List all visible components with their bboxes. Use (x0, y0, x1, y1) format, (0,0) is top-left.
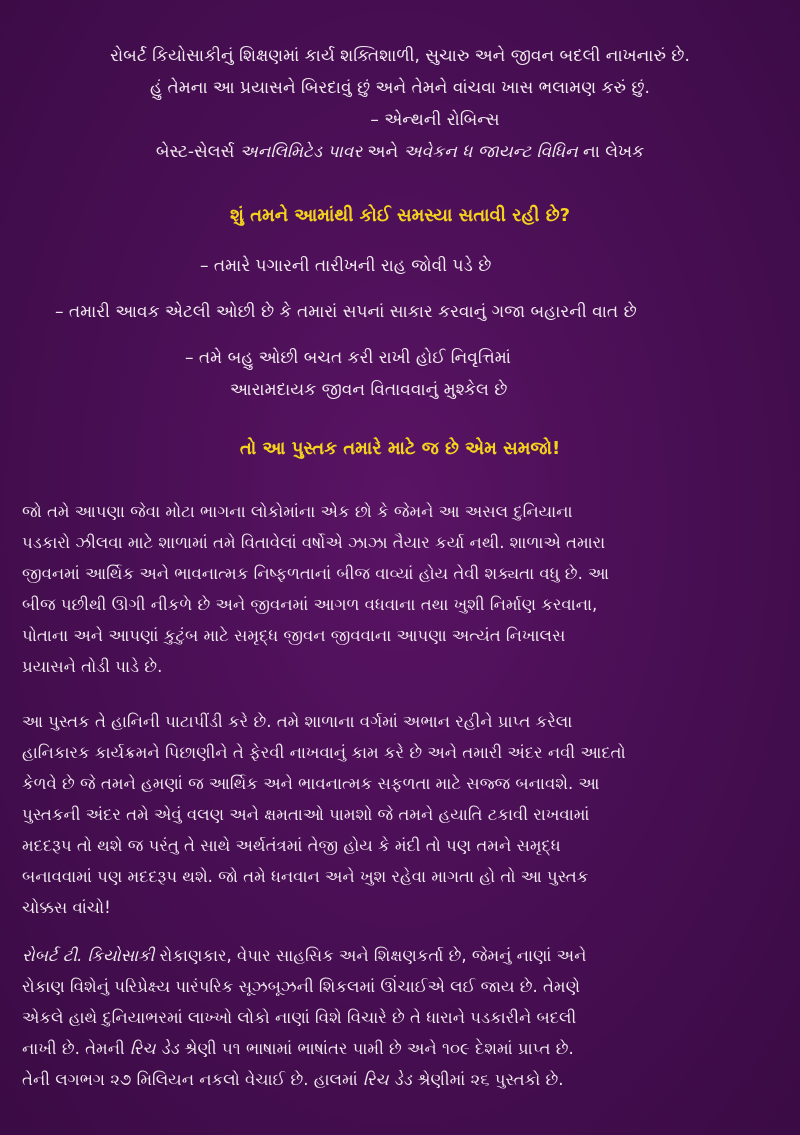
problem-list (0, 250, 800, 406)
series-name: રિચ ડેડ (129, 1039, 179, 1058)
problem-item-1: – તમારે પગારની તારીખની રાહ જોવી પડે છે (200, 256, 492, 276)
paragraph-1-line: પ્રયાસને તોડી પાડે છે. (22, 657, 163, 676)
paragraph-2-line: મદદરૂપ તો થશે જ પરંતુ તે સાથે અર્થતંત્રમાં તેજી હોય કે મંદી તો પણ તમને સમૃદ્ધ (22, 836, 561, 855)
credit-mid: અને (362, 142, 404, 162)
paragraph-1-line: જીવનમાં આર્થિક અને ભાવનાત્મક નિષ્ફળતાનાં બીજ વાવ્યાં હોય તેવી શક્યતા વધુ છે. આ (22, 564, 610, 583)
paragraph-1 (22, 496, 778, 682)
endorsement-line-1: રોબર્ટ કિયોસાકીનું શિક્ષણમાં કાર્ય શક્તિશાળી, સુચારુ અને જીવન બદલી નાખનારું છે. (110, 46, 690, 66)
paragraph-1-line: પોતાના અને આપણાં કુટુંબ માટે સમૃદ્ધ જીવન જીવવાના આપણા અત્યંત નિખાલસ (22, 626, 566, 645)
author-bio-text: શ્રેણી ૫૧ ભાષામાં ભાષાંતર પામી છે અને ૧૦૯ દેશમાં પ્રાપ્ત છે. (178, 1039, 574, 1058)
paragraph-2 (22, 706, 778, 923)
author-bio-line (22, 1033, 778, 1064)
credit-suffix: ના લેખક (577, 142, 645, 162)
paragraph-2-line: ચોક્કસ વાંચો! (22, 898, 111, 917)
paragraph-1-line: જો તમે આપણા જેવા મોટા ભાગના લોકોમાંના એક છો કે જેમને આ અસલ દુનિયાના (22, 502, 573, 521)
credit-book-2: અવેકન ધ જાયન્ટ વિધિન (403, 142, 578, 162)
endorsement (30, 40, 770, 168)
author-bio (22, 940, 778, 1095)
paragraph-2-line: બનાવવામાં પણ મદદરૂપ થશે. જો તમે ધનવાન અને ખુશ રહેવા માગતા હો તો આ પુસ્તક (22, 867, 589, 886)
paragraph-2-line: પુસ્તકની અંદર તમે એવું વલણ અને ક્ષમતાઓ પામશો જે તમને હયાતિ ટકાવી રાખવામાં (22, 805, 590, 824)
problem-item-2: – તમારી આવક એટલી ઓછી છે કે તમારાં સપનાં સાકાર કરવાનું ગજા બહારની વાત છે (55, 302, 637, 322)
credit-prefix: બેસ્ટ-સેલર્સ (155, 142, 240, 162)
author-name: રોબર્ટ ટી. કિયોસાકી (22, 946, 155, 965)
series-name: રિચ ડેડ (362, 1070, 412, 1089)
question-heading: શું તમને આમાંથી કોઈ સમસ્યા સતાવી રહી છે? (229, 205, 571, 226)
paragraph-2-line: હાનિકારક કાર્યક્રમને પિછાણીને તે ફેરવી નાખવાનું કામ કરે છે અને તમારી અંદર નવી આદતો (22, 743, 626, 762)
author-bio-line: એકલે હાથે દુનિયાભરમાં લાખ્ખો લોકો નાણાં વિશે વિચારે છે તે ધારાને પડકારીને બદલી (22, 1008, 577, 1027)
author-bio-text: રોકાણકાર, વેપાર સાહસિક અને શિક્ષણકર્તા છે, જેમનું નાણાં અને (154, 946, 587, 965)
problem-item-3-line-2: આરામદાયક જીવન વિતાવવાનું મુશ્કેલ છે (230, 380, 508, 400)
answer-heading: તો આ પુસ્તક તમારે માટે જ છે એમ સમજો! (239, 438, 561, 459)
author-bio-text: નાખી છે. તેમની (22, 1039, 130, 1058)
author-bio-line (22, 940, 778, 971)
paragraph-1-line: પડકારો ઝીલવા માટે શાળામાં તમે વિતાવેલાં વર્ષોએ ઝાઝા તૈયાર કર્યા નથી. શાળાએ તમારા (22, 533, 606, 552)
author-bio-text: તેની લગભગ ૨૭ મિલિયન નકલો વેચાઈ છે. હાલમાં (22, 1070, 363, 1089)
author-bio-line: રોકાણ વિશેનું પરિપ્રેક્ષ્ય પારંપરિક સૂઝબૂઝની શિકલમાં ઊંચાઈએ લઈ જાય છે. તેમણે (22, 977, 580, 996)
endorsement-author: – એન્થની રોબિન્સ (370, 110, 500, 130)
credit-book-1: અનલિમિટેડ પાવર (239, 142, 363, 162)
endorsement-line-2: હું તેમના આ પ્રયાસને બિરદાવું છું અને તેમને વાંચવા ખાસ ભલામણ કરું છું. (150, 78, 650, 98)
author-bio-text: શ્રેણીમાં ૨૬ પુસ્તકો છે. (411, 1070, 564, 1089)
endorsement-credit (30, 136, 770, 168)
author-bio-line (22, 1064, 778, 1095)
paragraph-2-line: કેળવે છે જે તમને હમણાં જ આર્થિક અને ભાવનાત્મક સફળતા માટે સજ્જ બનાવશે. આ (22, 774, 600, 793)
problem-item-3-line-1: – તમે બહુ ઓછી બચત કરી રાખી હોઈ નિવૃત્તિમાં (185, 348, 511, 368)
paragraph-2-line: આ પુસ્તક તે હાનિની પાટાપીંડી કરે છે. તમે શાળાના વર્ગમાં અભાન રહીને પ્રાપ્ત કરેલા (22, 712, 573, 731)
paragraph-1-line: બીજ પછીથી ઊગી નીકળે છે અને જીવનમાં આગળ વધવાના તથા ખુશી નિર્માણ કરવાના, (22, 595, 598, 614)
